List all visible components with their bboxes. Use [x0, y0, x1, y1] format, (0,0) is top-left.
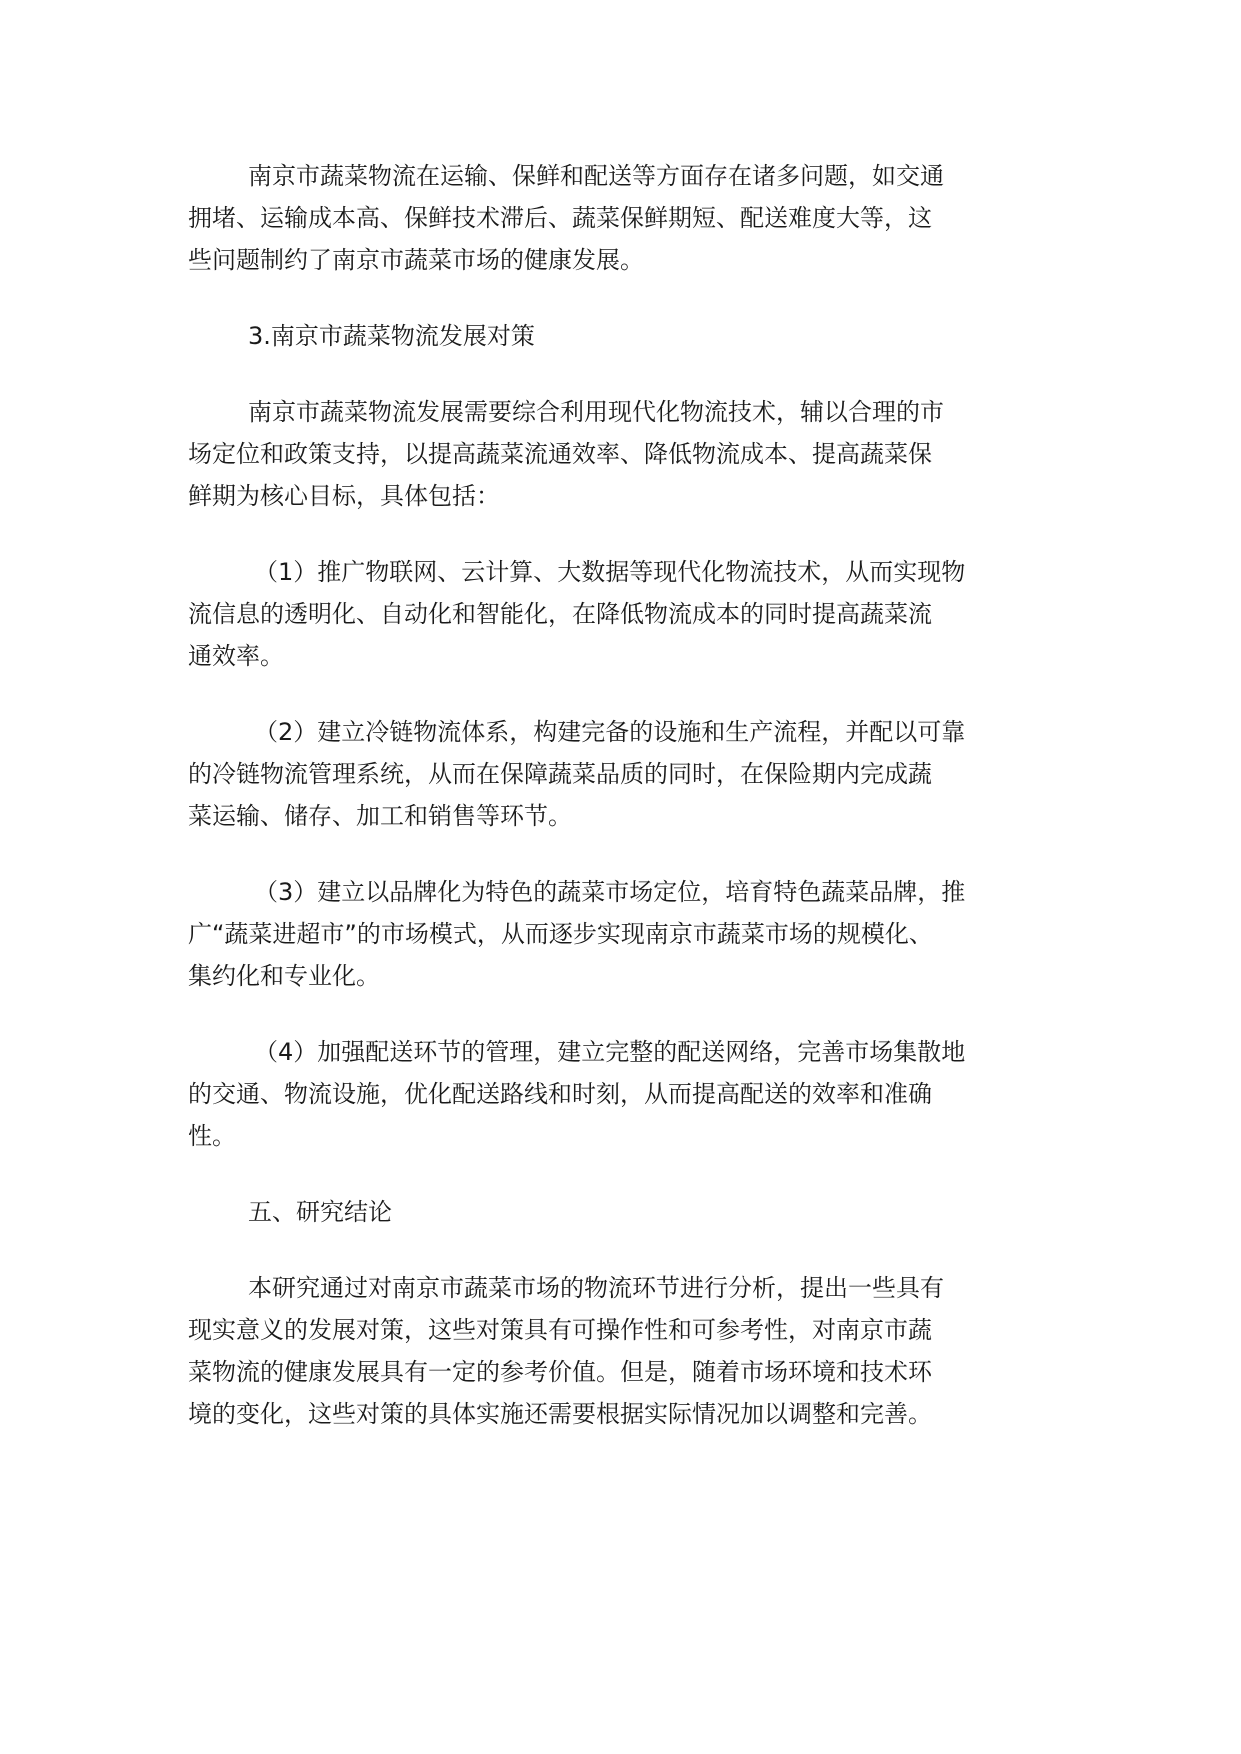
paragraph-line: （2）建立冷链物流体系，构建完备的设施和生产流程，并配以可靠	[254, 718, 966, 746]
heading-text: 3.南京市蔬菜物流发展对策	[248, 322, 535, 350]
heading-text: 五、研究结论	[248, 1198, 392, 1226]
paragraph-line: 境的变化，这些对策的具体实施还需要根据实际情况加以调整和完善。	[188, 1400, 932, 1428]
paragraph-line: 场定位和政策支持，以提高蔬菜流通效率、降低物流成本、提高蔬菜保	[188, 440, 932, 468]
paragraph-line: 集约化和专业化。	[188, 962, 380, 990]
paragraph-logistics-problems	[188, 155, 1068, 281]
paragraph-line: 的交通、物流设施，优化配送路线和时刻，从而提高配送的效率和准确	[188, 1080, 932, 1108]
paragraph-line: 现实意义的发展对策，这些对策具有可操作性和可参考性，对南京市蔬	[188, 1316, 932, 1344]
paragraph-conclusion	[188, 1267, 1068, 1435]
paragraph-line: 流信息的透明化、自动化和智能化，在降低物流成本的同时提高蔬菜流	[188, 600, 932, 628]
paragraph-line: 本研究通过对南京市蔬菜市场的物流环节进行分析，提出一些具有	[248, 1274, 944, 1302]
paragraph-line: （4）加强配送环节的管理，建立完整的配送网络，完善市场集散地	[254, 1038, 966, 1066]
list-item-3	[188, 871, 1068, 997]
paragraph-line: 菜运输、储存、加工和销售等环节。	[188, 802, 572, 830]
list-item-1	[188, 551, 1068, 677]
paragraph-line: 鲜期为核心目标，具体包括：	[188, 482, 500, 510]
paragraph-line: 通效率。	[188, 642, 284, 670]
paragraph-countermeasures-intro	[188, 391, 1068, 517]
paragraph-line: 拥堵、运输成本高、保鲜技术滞后、蔬菜保鲜期短、配送难度大等，这	[188, 204, 932, 232]
paragraph-line: 广“蔬菜进超市”的市场模式，从而逐步实现南京市蔬菜市场的规模化、	[188, 920, 933, 948]
paragraph-line: 些问题制约了南京市蔬菜市场的健康发展。	[188, 246, 644, 274]
paragraph-line: 性。	[188, 1122, 236, 1150]
paragraph-line: （3）建立以品牌化为特色的蔬菜市场定位，培育特色蔬菜品牌，推	[254, 878, 966, 906]
section-heading-countermeasures	[188, 315, 1068, 357]
section-heading-conclusion	[188, 1191, 1068, 1233]
paragraph-line: （1）推广物联网、云计算、大数据等现代化物流技术，从而实现物	[254, 558, 966, 586]
paragraph-line: 菜物流的健康发展具有一定的参考价值。但是，随着市场环境和技术环	[188, 1358, 932, 1386]
document-body	[188, 155, 1068, 1469]
paragraph-line: 南京市蔬菜物流在运输、保鲜和配送等方面存在诸多问题，如交通	[248, 162, 944, 190]
list-item-4	[188, 1031, 1068, 1157]
list-item-2	[188, 711, 1068, 837]
paragraph-line: 的冷链物流管理系统，从而在保障蔬菜品质的同时，在保险期内完成蔬	[188, 760, 932, 788]
paragraph-line: 南京市蔬菜物流发展需要综合利用现代化物流技术，辅以合理的市	[248, 398, 944, 426]
